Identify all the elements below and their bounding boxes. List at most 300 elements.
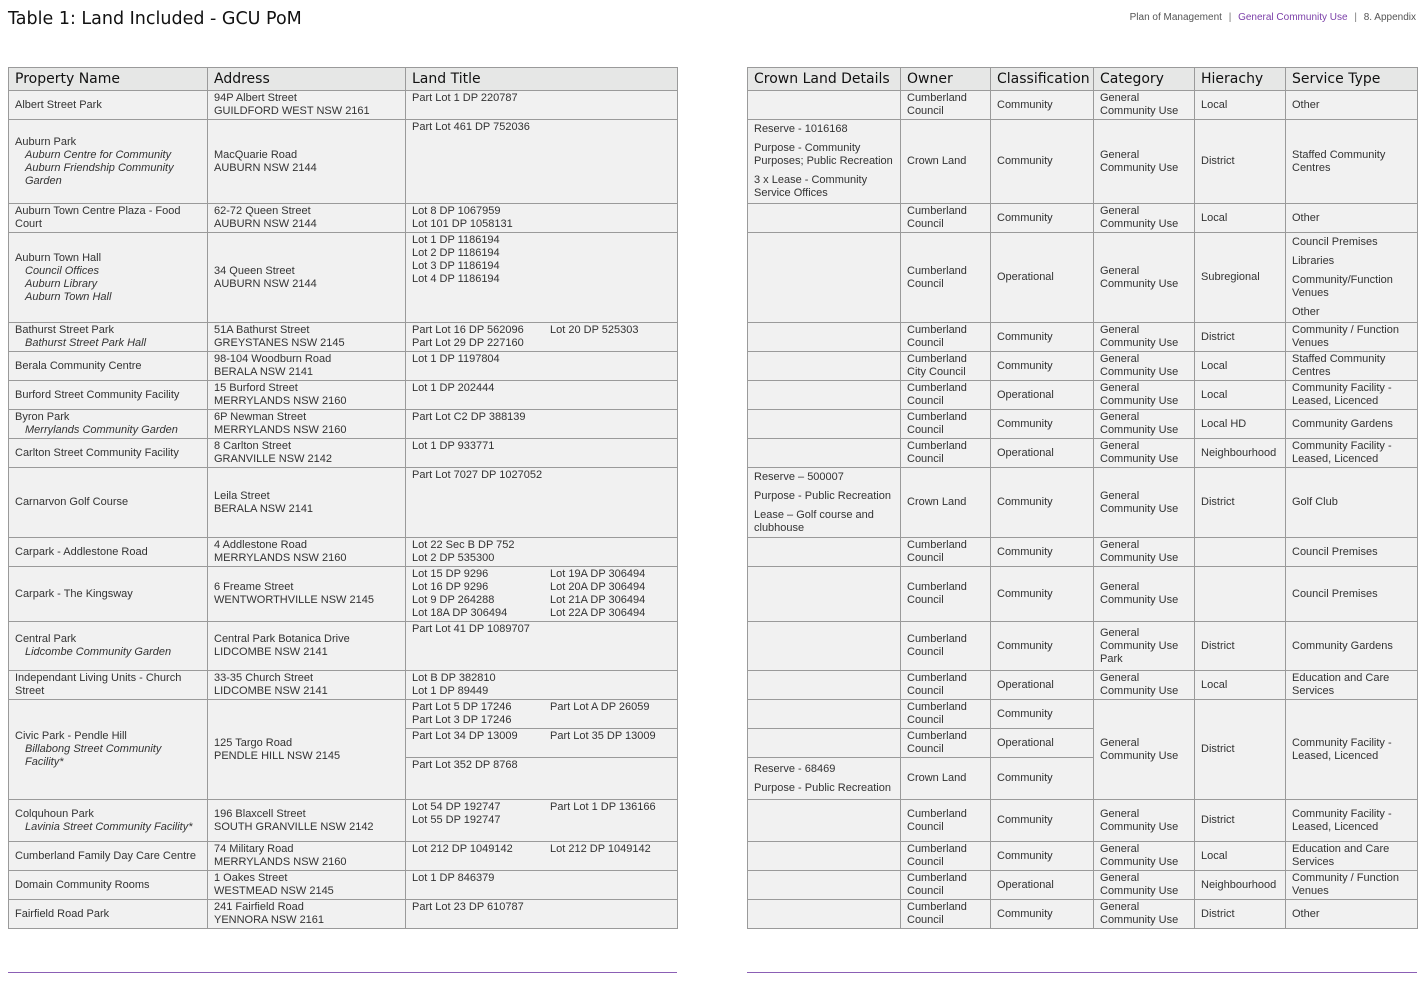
land-title-line: Lot 20A DP 306494 <box>550 581 646 593</box>
classification: Community <box>997 211 1053 224</box>
footer-rule-left <box>8 972 677 973</box>
category-line: Community Use <box>1100 453 1179 465</box>
land-title-line: Lot 54 DP 192747 <box>412 801 501 813</box>
classification: Community <box>997 772 1053 784</box>
address-line: MERRYLANDS NSW 2160 <box>214 424 347 436</box>
table-row <box>9 700 678 729</box>
service-type: Community / Function Venues <box>1292 872 1399 897</box>
owner-line: Crown Land <box>907 496 967 508</box>
table-row <box>9 323 678 352</box>
category-line: General <box>1100 148 1140 161</box>
table-row <box>748 410 1418 439</box>
address-line: 8 Carlton Street <box>214 440 292 452</box>
category-line: General <box>1100 411 1140 423</box>
land-title-line: Part Lot 29 DP 227160 <box>412 337 524 349</box>
column-header-land-title: Land Title <box>406 68 678 91</box>
service-type: Council Premises <box>1292 236 1378 248</box>
property-name: Auburn Town Centre Plaza - Food Court <box>15 205 181 230</box>
service-type: Community / Function Venues <box>1292 324 1399 349</box>
column-header-service-type: Service Type <box>1286 68 1418 91</box>
category-line: Community Use <box>1100 366 1179 378</box>
classification: Operational <box>997 388 1054 401</box>
address-line: BERALA NSW 2141 <box>214 502 314 515</box>
owner-line: Council <box>907 914 944 926</box>
category-line: General <box>1100 581 1140 593</box>
classification: Community <box>997 496 1053 508</box>
table-row <box>9 352 678 381</box>
owner-line: Council <box>907 337 944 349</box>
table-row <box>9 842 678 871</box>
address-line: AUBURN NSW 2144 <box>214 218 317 230</box>
land-title-line: Lot 22 Sec B DP 752 <box>412 539 515 551</box>
address-line: BERALA NSW 2141 <box>214 366 314 378</box>
category-line: General <box>1100 807 1140 820</box>
land-title-line: Lot 212 DP 1049142 <box>550 843 651 855</box>
crown-land-detail: Lease – Golf course and clubhouse <box>754 508 874 534</box>
hierachy: District <box>1201 814 1235 826</box>
land-title-line: Part Lot 1 DP 220787 <box>412 92 518 104</box>
category-line: Community Use <box>1100 820 1179 833</box>
service-type: Council Premises <box>1292 545 1378 558</box>
hierachy: Local <box>1201 849 1228 862</box>
crown-land-detail: Reserve - 68469 <box>754 762 836 775</box>
sub-facility: Council Offices <box>25 264 99 277</box>
property-name: Auburn Park <box>15 135 77 148</box>
hierachy: Subregional <box>1201 271 1260 283</box>
crown-land-detail: Reserve – 500007 <box>754 470 844 483</box>
land-title-line: Part Lot A DP 26059 <box>550 701 650 713</box>
service-type: Other <box>1292 907 1320 920</box>
crown-land-detail: Purpose - Community Purposes; Public Recreation <box>754 142 893 167</box>
category-line: General <box>1100 440 1140 452</box>
classification: Community <box>997 330 1053 343</box>
land-title-line: Part Lot 7027 DP 1027052 <box>412 469 543 481</box>
address-line: MERRYLANDS NSW 2160 <box>214 856 347 868</box>
service-type: Community Facility - Leased, Licenced <box>1292 440 1392 465</box>
column-header-crown-land-details: Crown Land Details <box>748 68 901 91</box>
owner-line: Cumberland <box>907 92 967 104</box>
crown-land-detail: Reserve - 1016168 <box>754 123 848 135</box>
category-line: General <box>1100 901 1140 913</box>
service-type: Staffed Community Centres <box>1292 148 1386 174</box>
land-title-line: Lot 1 DP 1186194 <box>412 234 500 246</box>
category-line: General <box>1100 672 1140 684</box>
address-line: 33-35 Church Street <box>214 672 314 684</box>
address-line: MERRYLANDS NSW 2160 <box>214 395 347 407</box>
owner-line: Cumberland <box>907 581 967 593</box>
land-title-line: Part Lot 1 DP 136166 <box>550 801 656 813</box>
owner-line: Council <box>907 685 944 697</box>
service-type: Golf Club <box>1292 496 1338 508</box>
land-table-left <box>8 67 678 929</box>
land-title-line: Part Lot 5 DP 17246 <box>412 701 512 713</box>
hierachy: Neighbourhood <box>1201 446 1277 459</box>
table-row <box>748 871 1418 900</box>
land-title-line: Lot 19A DP 306494 <box>550 568 646 580</box>
land-title-line: Lot 1 DP 202444 <box>412 382 495 394</box>
owner-line: Council <box>907 743 944 755</box>
owner-line: Council <box>907 552 944 564</box>
address-line: 241 Fairfield Road <box>214 901 304 913</box>
land-title-line: Lot 55 DP 192747 <box>412 814 501 826</box>
sub-facility: Auburn Town Hall <box>25 290 112 303</box>
property-name: Berala Community Centre <box>15 359 142 372</box>
property-name: Colquhoun Park <box>15 807 94 820</box>
category-line: General <box>1100 872 1140 884</box>
address-line: Central Park Botanica Drive <box>214 633 350 645</box>
hierachy: Local <box>1201 211 1228 224</box>
address-line: PENDLE HILL NSW 2145 <box>214 749 341 762</box>
land-title-line: Lot 212 DP 1049142 <box>412 843 513 855</box>
address-line: 1 Oakes Street <box>214 872 288 884</box>
service-type: Community Gardens <box>1292 417 1393 430</box>
table-row <box>9 120 678 204</box>
address-line: 51A Bathurst Street <box>214 324 310 336</box>
property-name: Bathurst Street Park <box>15 324 115 336</box>
address-line: 74 Military Road <box>214 843 294 855</box>
table-row <box>9 800 678 842</box>
address-line: 62-72 Queen Street <box>214 205 311 217</box>
address-line: GREYSTANES NSW 2145 <box>214 337 345 349</box>
address-line: MERRYLANDS NSW 2160 <box>214 552 347 564</box>
classification: Operational <box>997 271 1054 283</box>
category-line: Community Use <box>1100 277 1179 290</box>
category-line: Community Use <box>1100 105 1179 117</box>
service-type: Education and Care Services <box>1292 672 1390 697</box>
table-row <box>748 352 1418 381</box>
column-header-classification: Classification <box>991 68 1094 91</box>
owner-line: Cumberland <box>907 872 967 884</box>
property-name: Burford Street Community Facility <box>15 388 180 401</box>
property-name: Cumberland Family Day Care Centre <box>15 849 196 862</box>
land-title-line: Part Lot 461 DP 752036 <box>412 121 530 133</box>
table-row <box>9 381 678 410</box>
table-row <box>748 323 1418 352</box>
category-line: General <box>1100 736 1140 749</box>
land-title-line: Lot 15 DP 9296 <box>412 568 489 580</box>
owner-line: Crown Land <box>907 772 967 784</box>
address-line: 15 Burford Street <box>214 382 298 394</box>
breadcrumb: Plan of Management | General Community Use | 8. Appendix <box>1129 12 1416 23</box>
service-type: Council Premises <box>1292 587 1378 600</box>
address-line: 6 Freame Street <box>214 581 294 593</box>
owner-line: Cumberland <box>907 324 967 336</box>
land-table-right <box>747 67 1418 929</box>
owner-line: Council <box>907 856 944 868</box>
table-row <box>748 842 1418 871</box>
address-line: WENTWORTHVILLE NSW 2145 <box>214 594 374 606</box>
sub-facility: Auburn Friendship Community Garden <box>25 161 174 187</box>
land-title-line: Lot 8 DP 1067959 <box>412 205 501 217</box>
owner-line: Council <box>907 714 944 726</box>
owner-line: Council <box>907 105 944 117</box>
land-title-line: Part Lot 352 DP 8768 <box>412 759 518 771</box>
service-type: Community Facility - Leased, Licenced <box>1292 382 1392 407</box>
owner-line: Council <box>907 885 944 897</box>
owner-line: Cumberland <box>907 701 967 713</box>
category-line: General <box>1100 382 1140 394</box>
owner-line: Council <box>907 646 944 658</box>
address-line: 6P Newman Street <box>214 411 307 423</box>
table-row <box>748 567 1418 622</box>
property-name: Central Park <box>15 633 77 645</box>
table-row <box>748 622 1418 671</box>
classification: Community <box>997 155 1053 167</box>
category-line: Community Use <box>1100 856 1179 868</box>
table-row <box>9 91 678 120</box>
land-title-line: Part Lot 35 DP 13009 <box>550 730 656 742</box>
property-name: Civic Park - Pendle Hill <box>15 730 127 742</box>
owner-line: Cumberland <box>907 633 967 645</box>
owner-line: Cumberland <box>907 353 967 365</box>
category-line: General <box>1100 489 1140 502</box>
category-line: General <box>1100 324 1140 336</box>
land-title-line: Part Lot 16 DP 562096 <box>412 324 524 336</box>
land-title-line: Lot 20 DP 525303 <box>550 324 639 336</box>
crown-land-detail: Purpose - Public Recreation <box>754 489 891 502</box>
footer-rule-right <box>747 972 1417 973</box>
address-line: YENNORA NSW 2161 <box>214 914 325 926</box>
table-row <box>9 233 678 323</box>
table-row <box>9 410 678 439</box>
owner-line: Council <box>907 277 944 290</box>
breadcrumb-item-active[interactable]: General Community Use <box>1238 12 1348 23</box>
classification: Operational <box>997 446 1054 459</box>
address-line: Leila Street <box>214 489 270 502</box>
table-row <box>748 381 1418 410</box>
address-line: MacQuarie Road <box>214 148 298 161</box>
address-line: AUBURN NSW 2144 <box>214 161 317 174</box>
category-line: General <box>1100 626 1140 639</box>
classification: Operational <box>997 736 1054 749</box>
category-line: Community Use <box>1100 749 1179 762</box>
land-title-line: Lot B DP 382810 <box>412 672 496 684</box>
category-line: General <box>1100 92 1140 104</box>
category-line: General <box>1100 539 1140 551</box>
property-name: Carlton Street Community Facility <box>15 446 179 459</box>
hierachy: Neighbourhood <box>1201 878 1277 891</box>
category-line: Community Use <box>1100 552 1179 564</box>
land-title-line: Lot 2 DP 1186194 <box>412 247 500 259</box>
table-row <box>9 538 678 567</box>
address-line: WESTMEAD NSW 2145 <box>214 885 334 897</box>
classification: Community <box>997 639 1053 652</box>
property-name: Byron Park <box>15 411 70 423</box>
address-line: LIDCOMBE NSW 2141 <box>214 646 328 658</box>
land-title-line: Lot 1 DP 89449 <box>412 685 489 697</box>
land-title-line: Part Lot 3 DP 17246 <box>412 714 512 726</box>
category-line: General <box>1100 843 1140 855</box>
owner-line: Council <box>907 424 944 436</box>
category-line: Park <box>1100 652 1123 665</box>
land-title-line: Lot 9 DP 264288 <box>412 594 495 606</box>
category-line: General <box>1100 205 1140 217</box>
service-type: Other <box>1292 306 1320 318</box>
owner-line: Cumberland <box>907 382 967 394</box>
table-row <box>9 567 678 622</box>
sub-facility: Lidcombe Community Garden <box>25 646 172 658</box>
classification: Operational <box>997 878 1054 891</box>
owner-line: Crown Land <box>907 155 967 167</box>
owner-line: City Council <box>907 366 966 378</box>
land-title-line: Part Lot 34 DP 13009 <box>412 730 518 742</box>
property-name: Albert Street Park <box>15 98 102 111</box>
land-title-line: Lot 16 DP 9296 <box>412 581 489 593</box>
land-title-line: Lot 21A DP 306494 <box>550 594 646 606</box>
service-type: Other <box>1292 98 1320 111</box>
land-title-line: Part Lot 23 DP 610787 <box>412 901 524 913</box>
land-title-line: Lot 4 DP 1186194 <box>412 273 500 285</box>
category-line: General <box>1100 353 1140 365</box>
table-row <box>9 468 678 538</box>
category-line: General <box>1100 264 1140 277</box>
table-row <box>748 233 1418 323</box>
category-line: Community Use <box>1100 885 1179 897</box>
category-line: Community Use <box>1100 639 1179 652</box>
owner-line: Cumberland <box>907 901 967 913</box>
owner-line: Cumberland <box>907 672 967 684</box>
service-type: Community Gardens <box>1292 639 1393 652</box>
owner-line: Council <box>907 218 944 230</box>
hierachy: District <box>1201 907 1235 920</box>
column-header-address: Address <box>208 68 406 91</box>
address-line: AUBURN NSW 2144 <box>214 277 317 290</box>
table-row <box>9 671 678 700</box>
service-type: Education and Care Services <box>1292 843 1390 868</box>
column-header-hierachy: Hierachy <box>1195 68 1286 91</box>
land-title-line: Lot 101 DP 1058131 <box>412 218 513 230</box>
table-row <box>9 900 678 929</box>
land-title-line: Lot 3 DP 1186194 <box>412 260 500 272</box>
category-line: Community Use <box>1100 395 1179 407</box>
table-row <box>9 622 678 671</box>
table-row <box>748 671 1418 700</box>
owner-line: Cumberland <box>907 205 967 217</box>
hierachy: District <box>1201 496 1235 508</box>
table-row <box>748 538 1418 567</box>
classification: Community <box>997 849 1053 862</box>
table-row <box>9 204 678 233</box>
classification: Community <box>997 587 1053 600</box>
owner-line: Cumberland <box>907 264 967 277</box>
service-type: Community Facility - Leased, Licenced <box>1292 807 1392 833</box>
table-row <box>748 468 1418 538</box>
table-row <box>748 700 1418 729</box>
land-title-line: Lot 2 DP 535300 <box>412 552 495 564</box>
category-line: Community Use <box>1100 502 1179 515</box>
table-row <box>748 439 1418 468</box>
table-row <box>9 871 678 900</box>
sub-facility: Bathurst Street Park Hall <box>25 337 147 349</box>
classification: Community <box>997 545 1053 558</box>
address-line: 94P Albert Street <box>214 92 297 104</box>
address-line: GRANVILLE NSW 2142 <box>214 453 332 465</box>
owner-line: Cumberland <box>907 411 967 423</box>
property-name: Auburn Town Hall <box>15 251 102 264</box>
owner-line: Council <box>907 453 944 465</box>
property-name: Fairfield Road Park <box>15 907 110 920</box>
owner-line: Cumberland <box>907 730 967 742</box>
hierachy: District <box>1201 743 1235 755</box>
category-line: Community Use <box>1100 594 1179 606</box>
land-title-line: Part Lot 41 DP 1089707 <box>412 623 530 635</box>
classification: Community <box>997 98 1053 111</box>
land-title-line: Lot 1 DP 1197804 <box>412 353 500 365</box>
service-type: Staffed Community Centres <box>1292 353 1386 378</box>
land-title-line: Lot 1 DP 846379 <box>412 872 495 884</box>
classification: Community <box>997 907 1053 920</box>
land-title-line: Part Lot C2 DP 388139 <box>412 411 526 423</box>
owner-line: Cumberland <box>907 843 967 855</box>
sub-facility: Merrylands Community Garden <box>25 424 178 436</box>
classification: Operational <box>997 678 1054 691</box>
land-title-line: Lot 18A DP 306494 <box>412 607 508 619</box>
table-row <box>748 800 1418 842</box>
land-title-line: Lot 22A DP 306494 <box>550 607 646 619</box>
hierachy: Local <box>1201 359 1228 372</box>
address-line: SOUTH GRANVILLE NSW 2142 <box>214 820 374 833</box>
service-type: Community/Function Venues <box>1292 274 1393 299</box>
table-row <box>748 91 1418 120</box>
breadcrumb-item[interactable]: Plan of Management <box>1129 12 1222 23</box>
breadcrumb-item[interactable]: 8. Appendix <box>1363 12 1416 23</box>
category-line: Community Use <box>1100 161 1179 174</box>
address-line: 125 Targo Road <box>214 736 293 749</box>
hierachy: District <box>1201 330 1235 343</box>
hierachy: District <box>1201 639 1235 652</box>
owner-line: Council <box>907 594 944 606</box>
classification: Community <box>997 417 1053 430</box>
category-line: Community Use <box>1100 424 1179 436</box>
sub-facility: Lavinia Street Community Facility* <box>25 820 193 833</box>
column-header-owner: Owner <box>901 68 991 91</box>
classification: Community <box>997 814 1053 826</box>
property-name: Independant Living Units - Church Street <box>15 672 182 697</box>
owner-line: Cumberland <box>907 539 967 551</box>
category-line: Community Use <box>1100 218 1179 230</box>
table-row <box>748 204 1418 233</box>
property-name: Carnarvon Golf Course <box>15 496 129 508</box>
owner-line: Cumberland <box>907 440 967 452</box>
property-name: Domain Community Rooms <box>15 878 150 891</box>
address-line: LIDCOMBE NSW 2141 <box>214 685 328 697</box>
service-type: Other <box>1292 211 1320 224</box>
category-line: Community Use <box>1100 685 1179 697</box>
owner-line: Cumberland <box>907 807 967 820</box>
page-title: Table 1: Land Included - GCU PoM <box>8 9 302 29</box>
hierachy: Local <box>1201 678 1228 691</box>
land-title-line: Lot 1 DP 933771 <box>412 440 495 452</box>
owner-line: Council <box>907 395 944 407</box>
sub-facility: Auburn Library <box>25 277 98 290</box>
category-line: Community Use <box>1100 914 1179 926</box>
table-row <box>748 900 1418 929</box>
owner-line: Council <box>907 820 944 833</box>
service-type: Libraries <box>1292 255 1335 267</box>
classification: Community <box>997 707 1053 720</box>
address-line: 196 Blaxcell Street <box>214 807 306 820</box>
property-name: Carpark - The Kingsway <box>15 587 133 600</box>
crown-land-detail: Purpose - Public Recreation <box>754 781 891 794</box>
column-header-property-name: Property Name <box>9 68 208 91</box>
column-header-category: Category <box>1094 68 1195 91</box>
hierachy: Local <box>1201 98 1228 111</box>
table-row <box>9 439 678 468</box>
classification: Community <box>997 359 1053 372</box>
category-line: Community Use <box>1100 337 1179 349</box>
hierachy: District <box>1201 155 1235 167</box>
hierachy: Local HD <box>1201 417 1247 430</box>
